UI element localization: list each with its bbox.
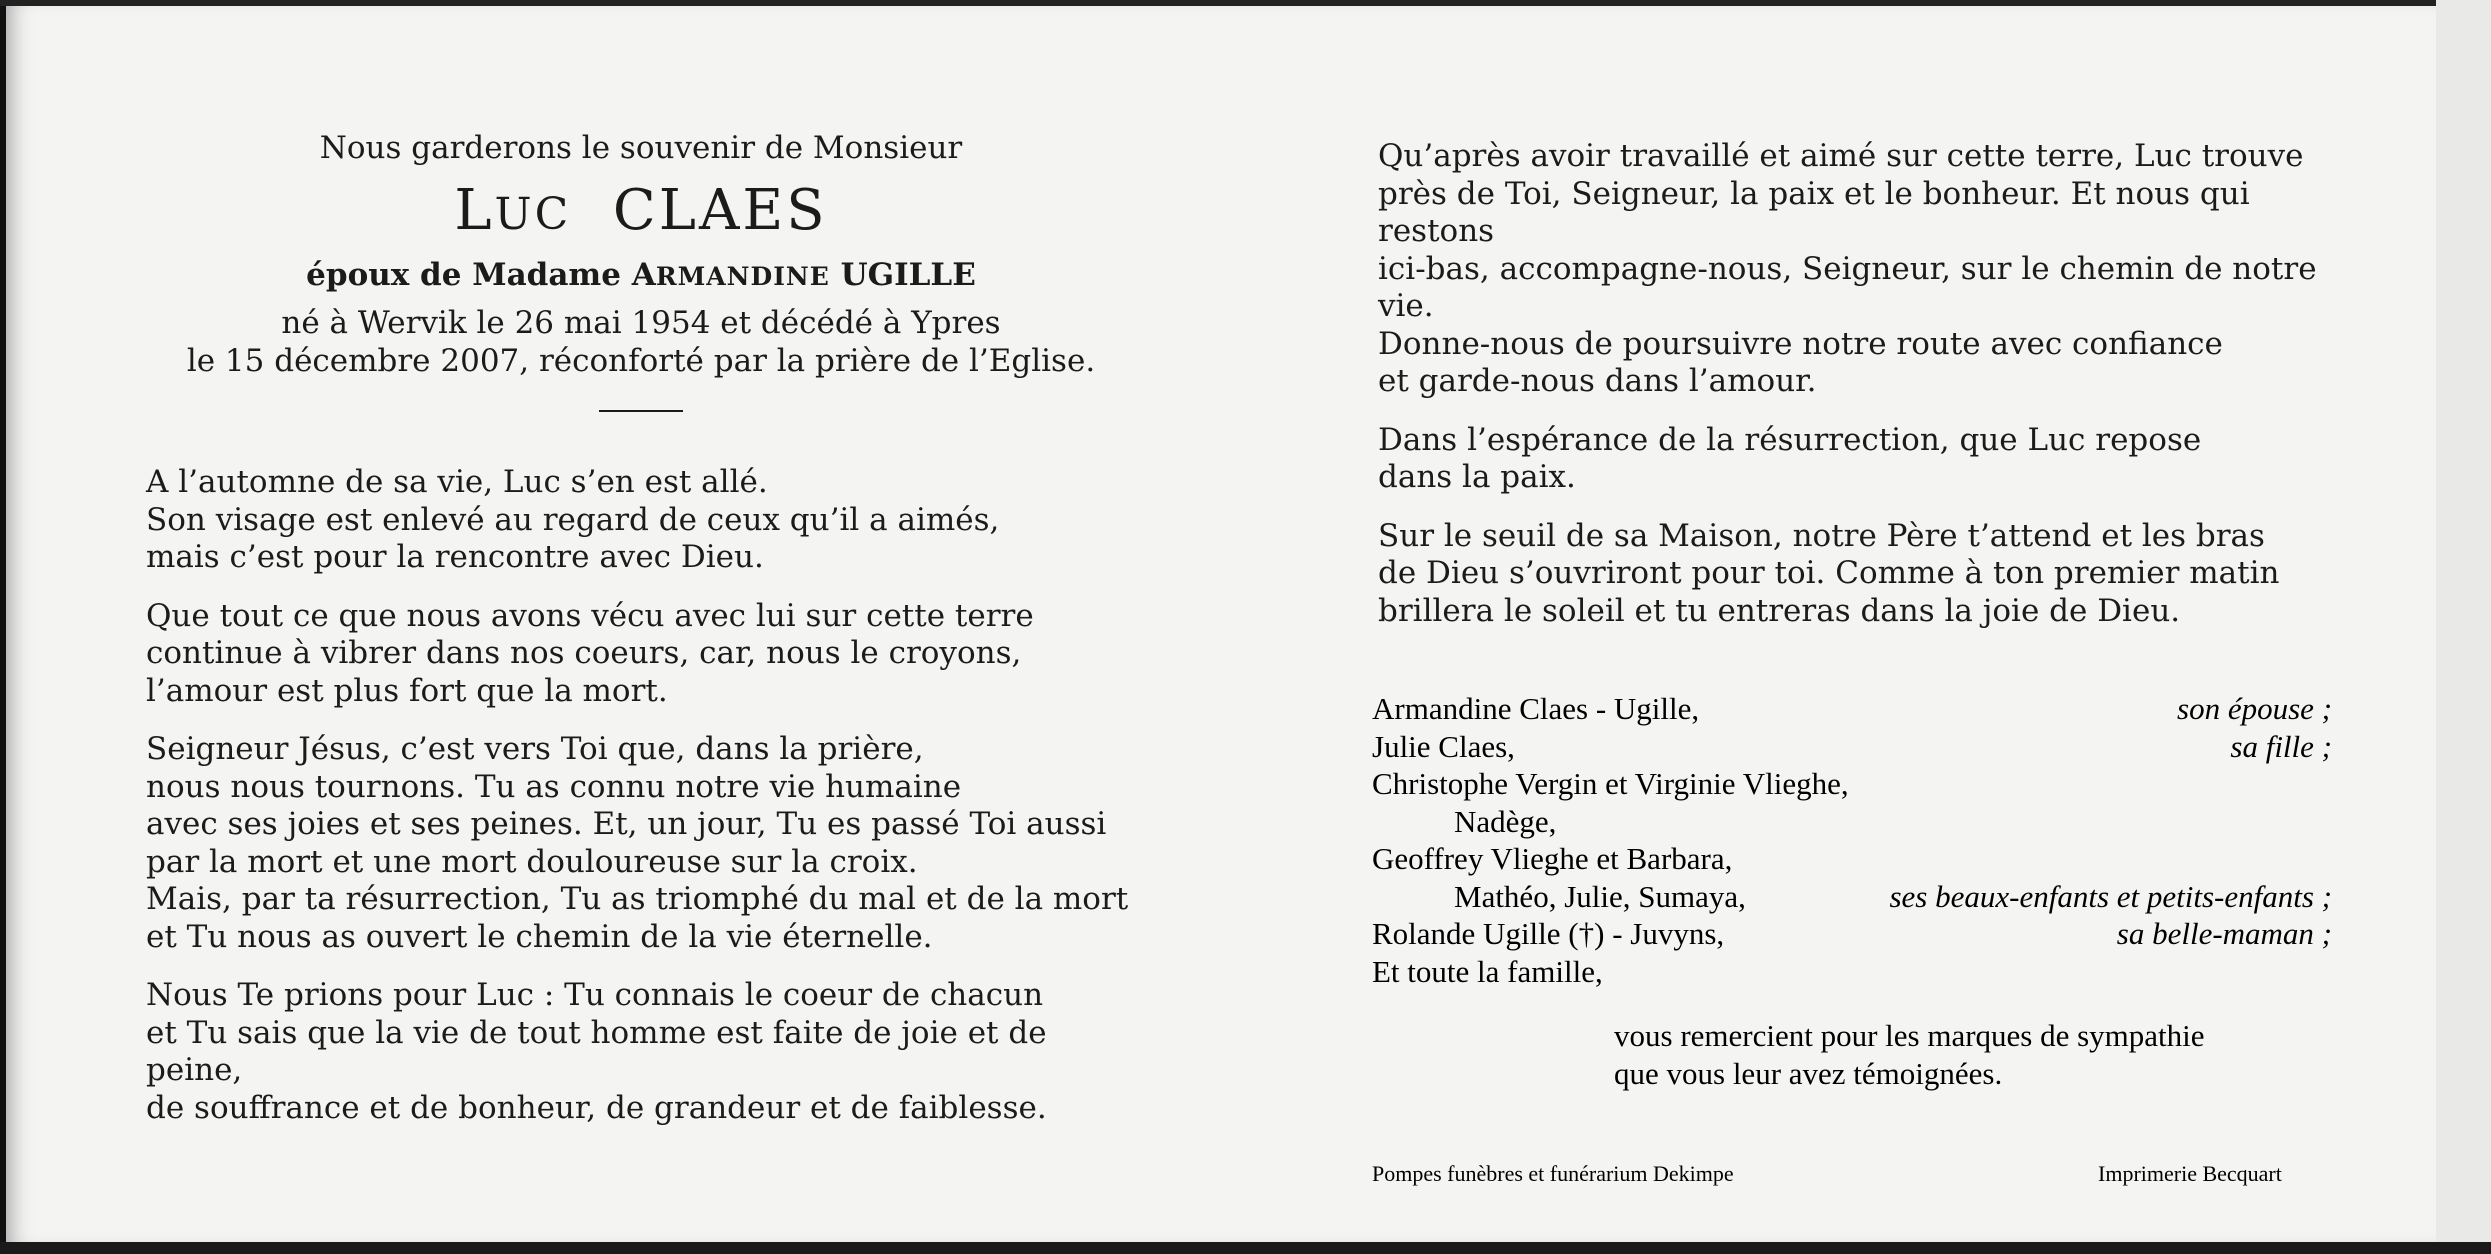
first-name-initial: L	[454, 178, 495, 243]
family-row	[1372, 878, 2332, 916]
spouse-first-initial: A	[631, 257, 656, 293]
prayer-paragraph: Sur le seuil de sa Maison, notre Père t’attend et les bras de Dieu s’ouvriront pour toi. Comme à ton premier matin brillera le soleil et tu entreras dans la joie de Dieu.	[1378, 517, 2280, 629]
family-relation: ses beaux-enfants et petits-enfants ;	[1889, 878, 2332, 914]
dates-line-1: né à Wervik le 26 mai 1954 et décédé à Ypres	[281, 305, 1001, 341]
verse-paragraph: A l’automne de sa vie, Luc s’en est allé. Son visage est enlevé au regard de ceux qu’il a aimés, mais c’est pour la rencontre avec Dieu.	[146, 464, 1000, 575]
dates-block	[146, 304, 1136, 380]
family-member-name: Geoffrey Vlieghe et Barbara,	[1372, 841, 1733, 876]
verse-paragraph: Que tout ce que nous avons vécu avec lui sur cette terre continue à vibrer dans nos coeurs, car, nous le croyons, l’amour est plus fort que la mort.	[146, 597, 1034, 709]
family-row	[1372, 915, 2332, 953]
spouse-line	[146, 254, 1136, 298]
family-relation: sa fille ;	[2230, 728, 2332, 764]
family-member-name: Christophe Vergin et Virginie Vlieghe,	[1372, 766, 1849, 801]
scan-right-edge	[2436, 0, 2491, 1254]
printer-credit: Imprimerie Becquart	[2098, 1161, 2282, 1186]
dates-line-2: le 15 décembre 2007, réconforté par la prière de l’Eglise.	[186, 343, 1096, 379]
family-row	[1372, 953, 2332, 991]
left-panel	[146, 126, 1136, 1148]
family-relation: sa belle-maman ;	[2116, 916, 2332, 951]
scan-bottom-edge	[0, 1242, 2491, 1254]
thanks-text: vous remercient pour les marques de sympathie que vous leur avez témoignées.	[1614, 1018, 2205, 1091]
family-row	[1372, 690, 2332, 728]
family-row	[1372, 840, 2332, 878]
first-name-rest: UC	[494, 189, 572, 240]
left-verses	[146, 464, 1136, 1127]
family-member-name: Armandine Claes - Ugille,	[1372, 691, 1700, 726]
family-row	[1372, 803, 2332, 841]
family-row	[1372, 765, 2332, 803]
header	[146, 126, 1136, 412]
spouse-last-name: UGILLE	[840, 257, 976, 293]
family-member-name: Et toute la famille,	[1372, 953, 1603, 989]
family-relation: son épouse ;	[2177, 691, 2332, 726]
family-member-name: Rolande Ugille (†) - Juvyns,	[1372, 916, 1725, 951]
deceased-name	[146, 172, 1136, 254]
last-name: CLAES	[612, 178, 828, 243]
verse-paragraph: Seigneur Jésus, c’est vers Toi que, dans la prière, nous nous tournons. Tu as connu notre vie humaine avec ses joies et ses peines. Et, un jour, Tu es passé Toi aussi par la mort et une mort douloureuse sur la croix. Mais, par ta résurrection, Tu as triomphé du mal et de la mort et Tu nous as ouvert le chemin de la vie éternelle.	[146, 731, 1129, 955]
intro-line: Nous garderons le souvenir de Monsieur	[319, 130, 963, 166]
funeral-home-credit: Pompes funèbres et funérarium Dekimpe	[1372, 1161, 1734, 1186]
spouse-prefix: époux de Madame	[306, 257, 621, 293]
prayer-paragraph: Qu’après avoir travaillé et aimé sur cette terre, Luc trouve près de Toi, Seigneur, la paix et le bonheur. Et nous qui restons ici-bas, accompagne-nous, Seigneur, sur le chemin de notre vie. Donne-nous de poursuivre notre route avec confiance et garde-nous dans l’amour.	[1378, 138, 2317, 399]
family-member-name: Julie Claes,	[1372, 728, 1515, 764]
family-member-name: Mathéo, Julie, Sumaya,	[1454, 878, 1746, 914]
family-row	[1372, 728, 2332, 766]
divider-rule	[599, 410, 683, 412]
prayer-paragraph: Dans l’espérance de la résurrection, que Luc repose dans la paix.	[1378, 421, 2202, 495]
family-member-name: Nadège,	[1454, 803, 1557, 839]
family-list	[1372, 690, 2332, 990]
spouse-first-rest: RMANDINE	[655, 262, 830, 291]
right-panel	[1378, 138, 2328, 651]
verse-paragraph: Nous Te prions pour Luc : Tu connais le coeur de chacun et Tu sais que la vie de tout homme est faite de joie et de peine, de souffrance et de bonheur, de grandeur et de faiblesse.	[146, 977, 1047, 1126]
